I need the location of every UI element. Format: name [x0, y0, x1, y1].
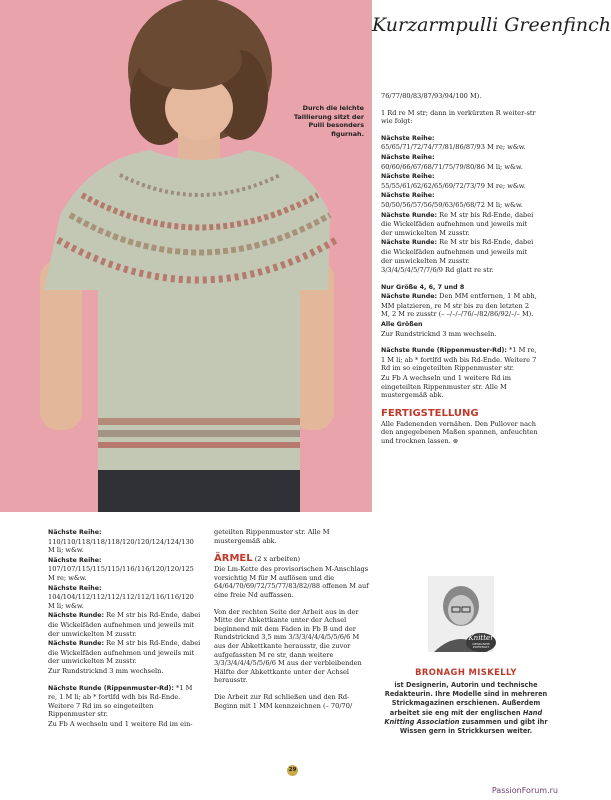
instruction-paragraph: [381, 134, 539, 152]
instruction-paragraph: [381, 172, 539, 190]
instruction-text: 104/104/112/112/112/112/112/116/116/120 M li; w&w.: [48, 593, 194, 610]
body-text: Von der rechten Seite der Arbeit aus in der Mitte der Abkettkante unter der Achsel beginnend mit dem Faden in Fb B und der Rundstricknd 3,5 mm 3/3/3/4/4/4/5/5/6/6 M aus der Abkettkante herausstr, die zuvor aufgefassten M re str, dann weitere 3/3/3/4/4/4/5/5/6/6 M aus der verbleibenden Hälfte der Abkettkante unter der Achsel herausstr.: [214, 607, 362, 685]
subheading: [381, 283, 539, 293]
instruction-text: Re M str bis Rd-Ende, dabei die Wickelfäden aufnehmen und jeweils mit der umwickelten M zusstr.: [381, 210, 534, 237]
instruction-text: Re M str bis Rd-Ende, dabei die Wickelfäden aufnehmen und jeweils mit der umwickelten M zusstr.: [48, 639, 201, 666]
instruction-label: Nächste Reihe:: [381, 192, 435, 200]
body-text: 1 Rd re M str; dann in verkürzten R weiter-str wie folgt:: [381, 108, 536, 126]
section-heading: [381, 408, 539, 420]
instruction-text: 110/110/118/118/118/120/120/124/124/130 M li; w&w.: [48, 537, 194, 555]
author-bio-part2: zusammen und gibt ihr Wissen gern in Strickkursen weiter.: [399, 717, 548, 736]
instruction-paragraph: [381, 153, 539, 171]
model-photo: [0, 0, 372, 512]
instruction-paragraph: [381, 238, 539, 265]
instruction-text: Re M str bis Rd-Ende, dabei die Wickelfäden aufnehmen und jeweils mit der umwickelten M zusstr.: [48, 611, 201, 638]
section-heading-text: FERTIGSTELLUNG: [381, 407, 479, 419]
instruction-label: Nächste Reihe:: [381, 134, 435, 142]
page-number: 29: [287, 765, 298, 776]
instruction-label: Nächste Runde:: [48, 612, 105, 620]
subheading: [381, 320, 539, 330]
instruction-label: Nächste Reihe:: [381, 153, 435, 161]
instruction-text: 55/55/61/62/62/65/69/72/73/79 M re; w&w.: [381, 181, 526, 190]
body-text: 3/3/4/5/4/5/7/7/6/9 Rd glatt re str.: [381, 266, 494, 275]
body-text: Alle Fadenenden vernähen. Den Pullover nach den angegebenen Maßen spannen, anfeuchten und trocknen lassen. ⊜: [381, 419, 538, 445]
instruction-label: Nächste Reihe:: [48, 584, 102, 592]
badge-label: Knitter: [468, 634, 494, 642]
instruction-text: Re M str bis Rd-Ende, dabei die Wickelfäden aufnehmen und jeweils mit der umwickelten M zusstr.: [381, 238, 534, 265]
instruction-label: Nächste Runde (Rippenmuster-Rd):: [48, 684, 174, 692]
section-note: (2 x arbeiten): [252, 555, 301, 564]
instruction-label: Nächste Runde:: [381, 211, 438, 219]
instruction-paragraph: [48, 639, 202, 666]
instruction-paragraph: [48, 528, 202, 555]
author-bio-part1: ist Designerin, Autorin und technische Redakteurin. Ihre Modelle sind in mehreren Strickmagazinen erschienen. Außerdem arbeitet sie eng mit der englischen: [384, 681, 548, 717]
author-bio-italic: Hand Knitting Association: [384, 708, 543, 726]
instruction-label: Nächste Runde:: [381, 239, 438, 247]
instruction-paragraph: [381, 191, 539, 209]
instruction-text: *1 M re, 1 M li; ab * fortlfd wdh bis Rd-Ende. Weitere 7 Rd im so eingeteilten Rippenmuster str.: [48, 683, 193, 719]
body-text: geteilten Rippenmuster str. Alle M mustergemäß abk.: [214, 528, 330, 545]
instruction-text: *1 M re, 1 M li; ab * fortlfd wdh bis Rd-Ende. Weitere 7 Rd im so eingeteilten Rippenmuster str.: [381, 346, 537, 373]
instruction-text: 50/50/56/57/56/59/63/65/68/72 M li; w&w.: [381, 200, 523, 209]
instruction-text: Den MM entfernen, 1 M abh, MM platzieren, re M str bis zu den letzten 2 M, 2 M re zusstr (– –/–/–/76/–/82/86/92/–/– M).: [381, 292, 537, 319]
sweater-illustration: [0, 0, 372, 512]
instruction-label: Nächste Reihe:: [381, 173, 435, 181]
instruction-text: 107/107/115/115/115/116/116/120/120/125 M re; w&w.: [48, 565, 194, 582]
instruction-paragraph: [381, 292, 539, 319]
instructions-middle-column: [214, 528, 370, 718]
instruction-label: Nächste Runde:: [381, 293, 438, 301]
instruction-label: Nächste Reihe:: [48, 529, 102, 536]
body-text: Zur Rundstricknd 3 mm wechseln.: [381, 329, 497, 338]
body-text: Die Lm-Kette des provisorischen M-Anschlags vorsichtig M für M auflösen und die 64/64/70/69/72/75/77/83/82//88 offenen M auf eine freie Nd auffassen.: [214, 565, 369, 599]
photo-caption: Durch die leichte Taillierung sitzt der Pulli besonders figurnah.: [293, 104, 364, 138]
instructions-right-column: [381, 92, 539, 454]
instruction-paragraph: [48, 584, 202, 611]
section-heading-text: ÄRMEL: [214, 553, 253, 565]
instruction-paragraph: [381, 211, 539, 238]
instruction-text: 65/65/71/72/74/77/81/86/87/93 M re; w&w.: [381, 143, 526, 152]
instruction-label: Nächste Runde (Rippenmuster-Rd):: [381, 347, 507, 355]
body-text: Zu Fb A wechseln und 1 weitere Rd im ein-: [48, 719, 193, 728]
instruction-paragraph: [381, 346, 539, 373]
body-text: Die Arbeit zur Rd schließen und den Rd-Beginn mit 1 MM kennzeichnen (– 70/70/: [214, 692, 353, 710]
page-title: Kurzarmpulli Greenfinch: [372, 14, 611, 36]
knitter-badge: [466, 633, 496, 652]
body-text: Zur Rundstricknd 3 mm wechseln.: [48, 666, 164, 675]
body-text: Zu Fb A wechseln und 1 weitere Rd im eingeteilten Rippenmuster str. Alle M mustergemäß abk.: [381, 374, 511, 400]
watermark: PassionForum.ru: [491, 786, 558, 795]
instruction-paragraph: [48, 611, 202, 638]
instruction-text: 60/60/66/67/68/71/75/79/80/86 M li; w&w.: [381, 162, 523, 171]
instruction-paragraph: [48, 556, 202, 583]
section-heading: [214, 553, 370, 565]
instruction-label: Nächste Reihe:: [48, 556, 102, 564]
instruction-paragraph: [48, 684, 202, 719]
author-name: BRONAGH MISKELLY: [415, 667, 517, 677]
instruction-label: Nächste Runde:: [48, 640, 105, 648]
subheading-text: Alle Größen: [381, 321, 423, 329]
body-text: 76/77/80/83/87/93/94/100 M).: [381, 92, 482, 100]
instructions-left-column: [48, 528, 202, 736]
author-bio: [376, 681, 556, 736]
subheading-text: Nur Größe 4, 6, 7 und 8: [381, 283, 465, 291]
badge-sub: DESIGNER PORTRAIT: [472, 642, 490, 649]
